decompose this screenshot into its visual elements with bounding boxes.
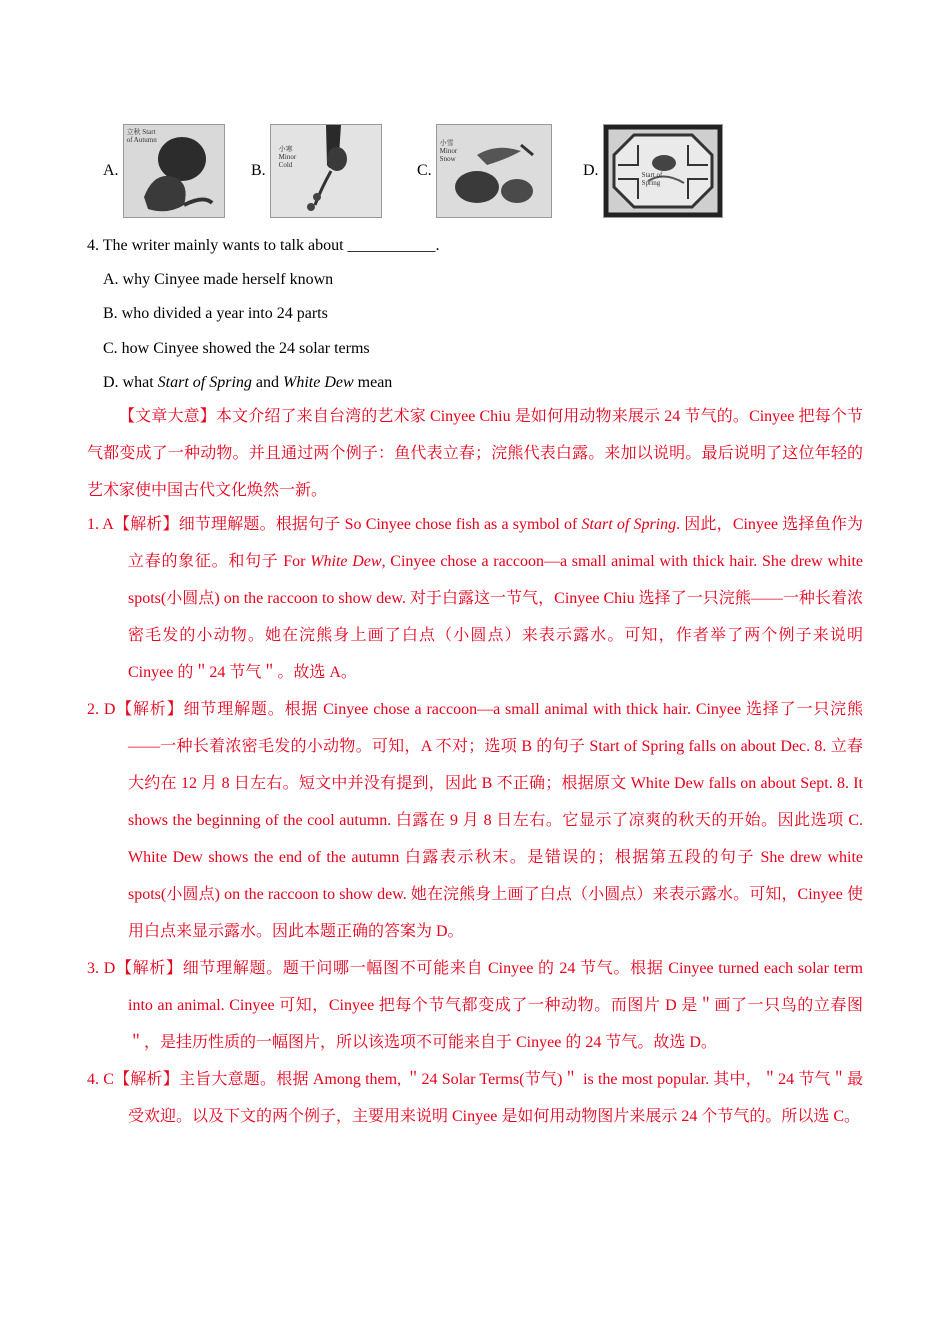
- option-a-letter: A.: [103, 162, 119, 179]
- option-d: [583, 124, 723, 218]
- question-4-choice-b: B. who divided a year into 24 parts: [103, 305, 328, 322]
- option-c: [417, 124, 552, 218]
- question-4-choice-c: C. how Cinyee showed the 24 solar terms: [103, 340, 370, 357]
- bird-branch-drawing: [271, 125, 381, 217]
- answer-1-term-2: White Dew: [310, 553, 382, 570]
- choice-d-prefix: D. what: [103, 374, 158, 391]
- question-4-choice-a: A. why Cinyee made herself known: [103, 271, 334, 288]
- answer-1-part-3: , Cinyee chose a raccoon—a small animal with thick hair. She drew white spots(小圆点) on the raccoon to show dew. 对于白露这一节气，Cinyee Chiu 选择了一只浣熊——一种长着浓密毛发的小动物。她在浣熊身上画了白点（小圆点）来表示露水。可知，作者举了两个例子来说明 Cinyee 的＂24 节气＂。故选 A。: [128, 553, 863, 681]
- answer-explanations: [87, 506, 863, 1135]
- option-d-caption: Start of Spring: [641, 171, 663, 187]
- answer-1-term-1: Start of Spring: [581, 516, 677, 533]
- option-b: [251, 124, 382, 218]
- answer-2: 2. D【解析】细节理解题。根据 Cinyee chose a raccoon—a small animal with thick hair. Cinyee 选择了一只浣熊——一种长着浓密毛发的小动物。可知，A 不对；选项 B 的句子 Start of Spring falls on about Dec. 8. 立春大约在 12 月 8 日左右。短文中并没有提到，因此 B 不正确；根据原文 White Dew falls on about Sept. 8. It shows the beginning of the cool autumn. 白露在 9 月 8 日左右。它显示了凉爽的秋天的开始。因此选项 C. White Dew shows the end of the autumn 白露表示秋末。是错误的；根据第五段的句子 She drew white spots(小圆点) on the raccoon to show dew. 她在浣熊身上画了白点（小圆点）来表示露水。可知，Cinyee 使用白点来显示露水。因此本题正确的答案为 D。: [87, 701, 863, 940]
- choice-d-suffix: mean: [353, 374, 393, 391]
- choice-d-term-2: White Dew: [283, 374, 354, 391]
- option-a-picture: [123, 124, 225, 218]
- option-c-picture: [436, 124, 552, 218]
- option-a-caption: 立秋 Start of Autumn: [126, 128, 157, 144]
- option-b-picture: [270, 124, 382, 218]
- option-c-letter: C.: [417, 162, 432, 179]
- answer-3: 3. D【解析】细节理解题。题干问哪一幅图不可能来自 Cinyee 的 24 节气。根据 Cinyee turned each solar term into an animal. Cinyee 可知，Cinyee 把每个节气都变成了一种动物。而图片 D 是＂画了一只鸟的立春图＂，是挂历性质的一幅图片，所以该选项不可能来自于 Cinyee 的 24 节气。故选 D。: [87, 960, 863, 1051]
- choice-d-term-1: Start of Spring: [157, 374, 252, 391]
- picture-options: [0, 124, 950, 220]
- question-4-stem: 4. The writer mainly wants to talk about ___________.: [87, 237, 440, 254]
- answer-1: [87, 506, 863, 691]
- option-a: [103, 124, 225, 218]
- option-d-picture: [603, 124, 723, 218]
- article-summary: 【文章大意】本文介绍了来自台湾的艺术家 Cinyee Chiu 是如何用动物来展示 24 节气的。Cinyee 把每个节气都变成了一种动物。并且通过两个例子：鱼代表立春；浣熊代表白露。来加以说明。最后说明了这位年轻的艺术家使中国古代文化焕然一新。: [87, 408, 863, 499]
- choice-d-mid: and: [251, 374, 283, 391]
- answer-1-part-2: . 因此，Cinyee 选择鱼作为立春的象征。和句子 For: [128, 516, 864, 570]
- option-b-letter: B.: [251, 162, 266, 179]
- option-b-caption: 小寒 Minor Cold: [278, 145, 297, 169]
- answer-1-part-1: 1. A【解析】细节理解题。根据句子 So Cinyee chose fish as a symbol of: [87, 516, 582, 533]
- option-c-caption: 小雪 Minor Snow: [439, 139, 458, 163]
- answer-4: 4. C【解析】主旨大意题。根据 Among them, ＂24 Solar Terms(节气)＂ is the most popular. 其中，＂24 节气＂最受欢迎。以及下文的两个例子，主要用来说明 Cinyee 是如何用动物图片来展示 24 个节气的。所以选 C。: [87, 1071, 863, 1125]
- question-4-choice-d: [103, 373, 392, 393]
- option-d-letter: D.: [583, 162, 599, 179]
